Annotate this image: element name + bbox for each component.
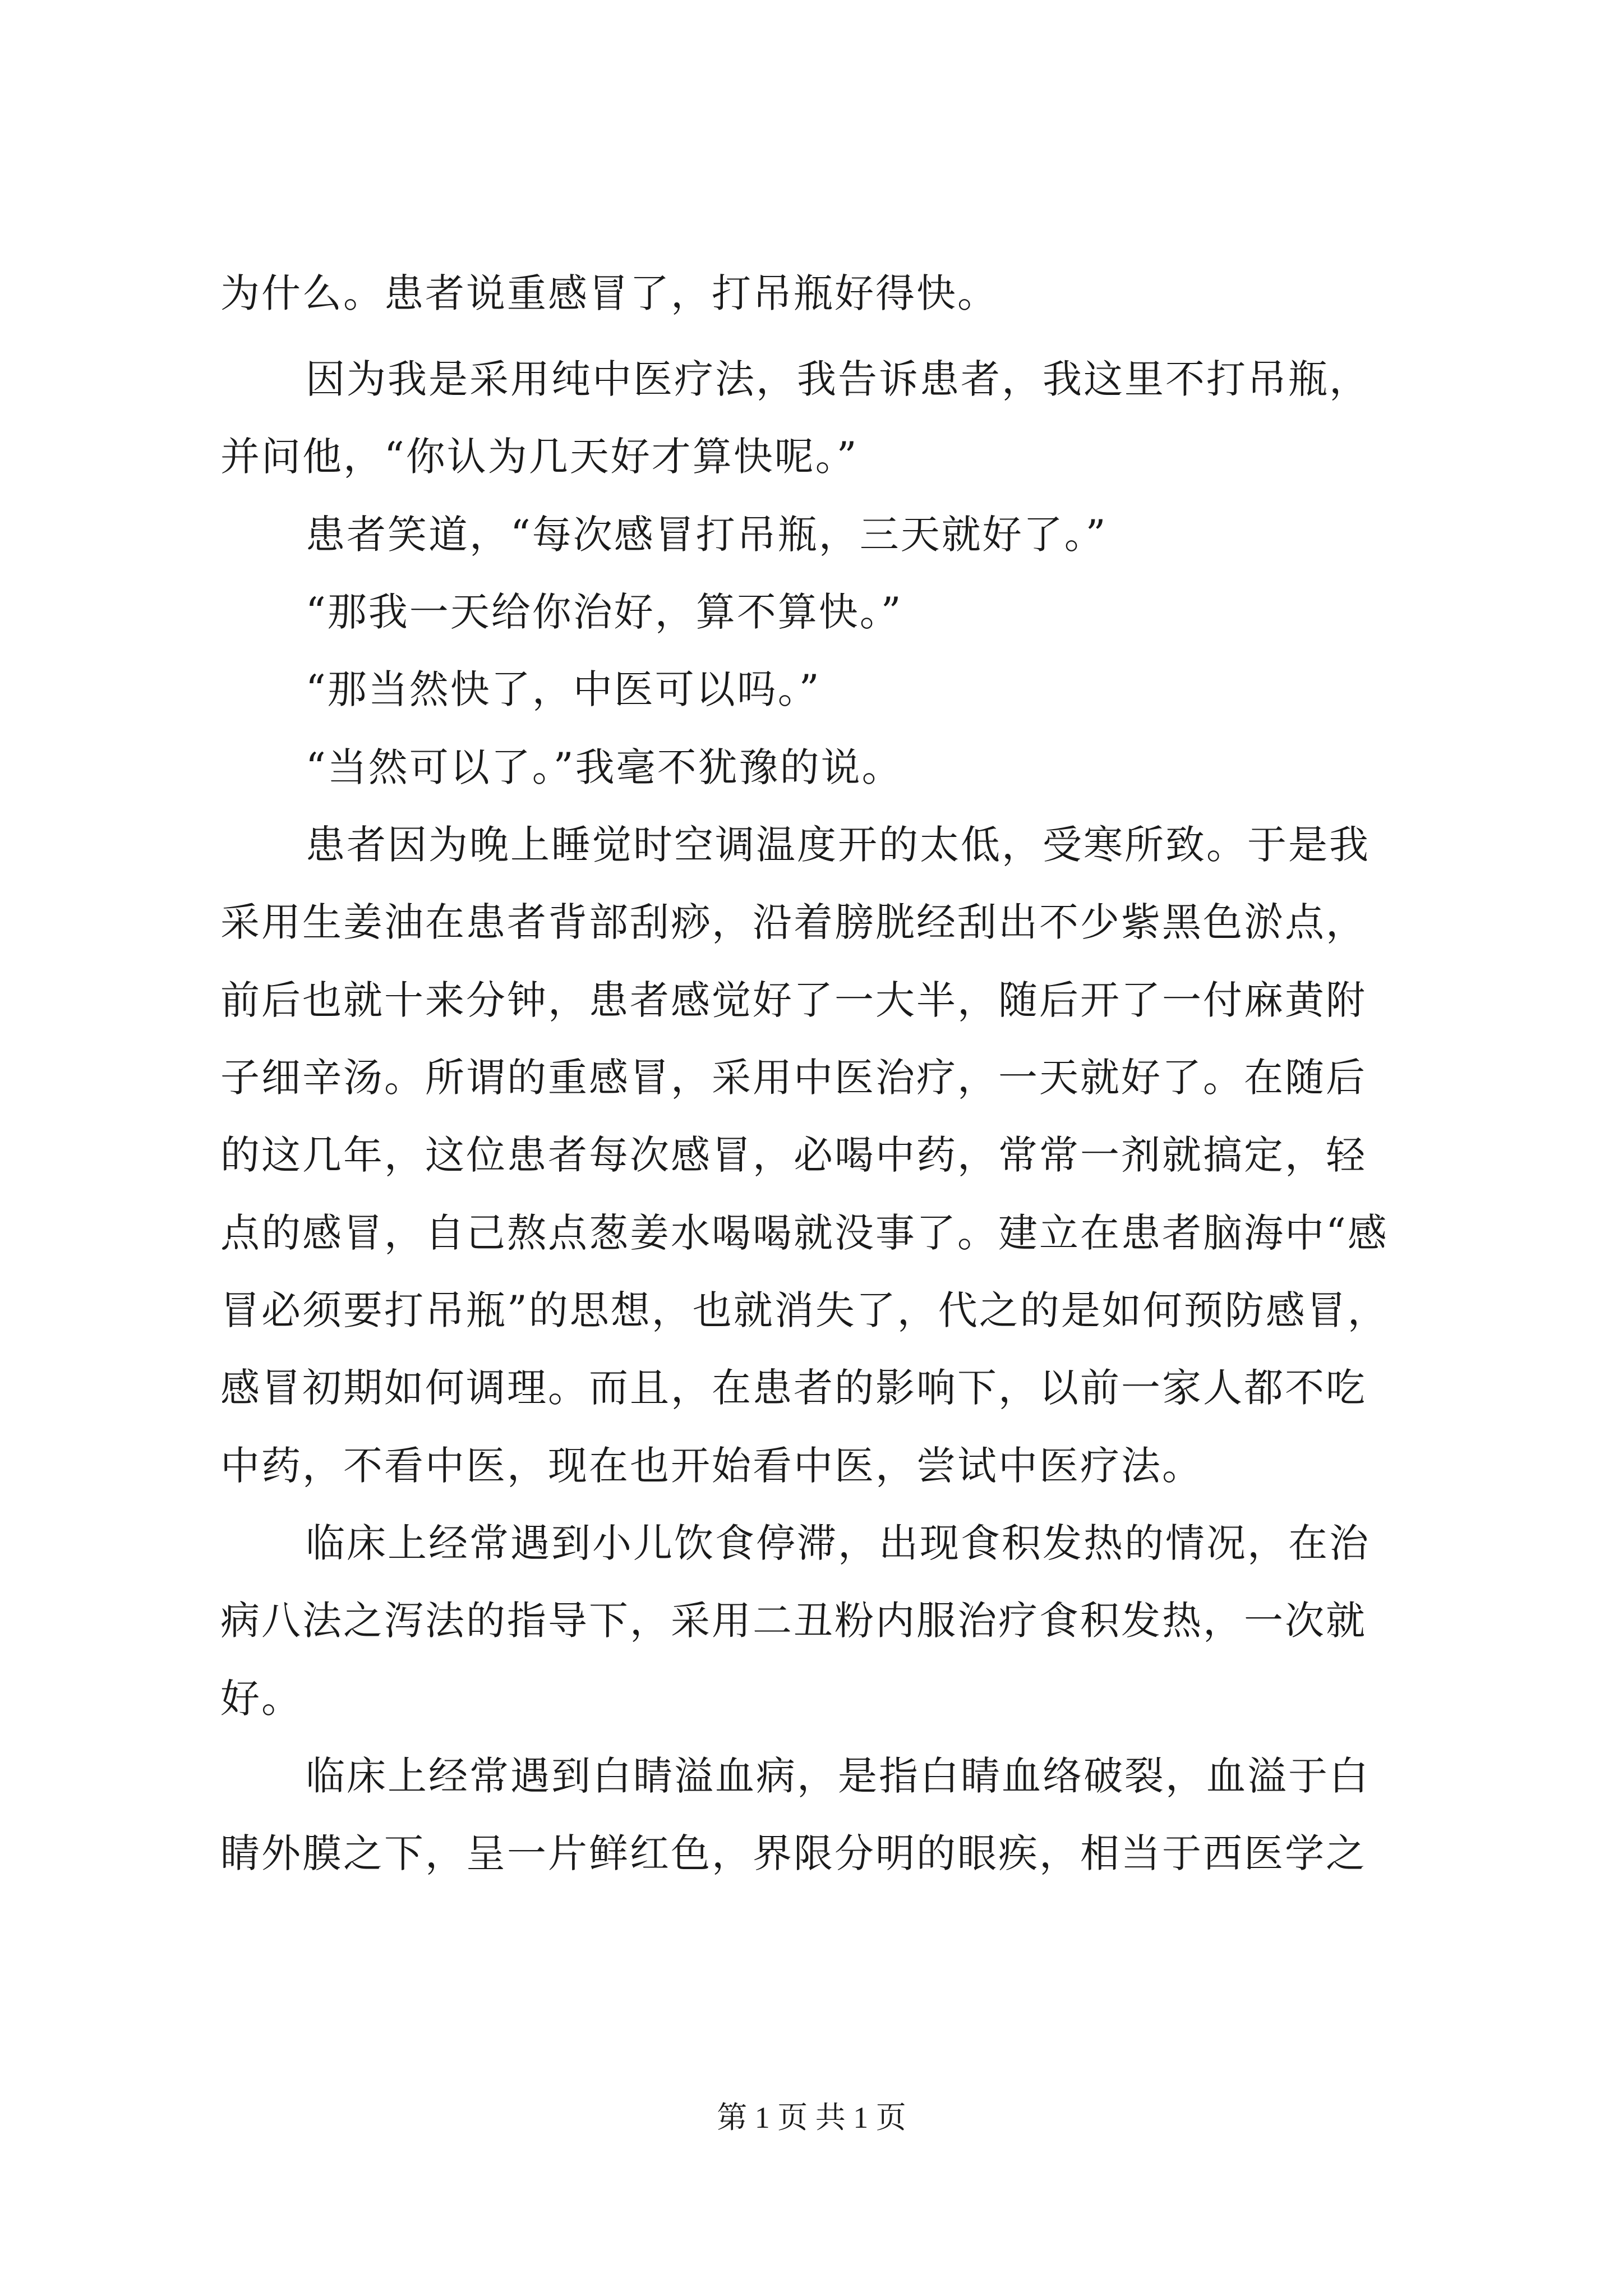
text-line: 好。: [220, 1676, 302, 1722]
text-line: “那当然快了，中医可以吗。”: [306, 666, 821, 712]
text-line: 感冒初期如何调理。而且，在患者的影响下，以前一家人都不吃: [220, 1365, 1367, 1411]
text-line: 采用生姜油在患者背部刮痧，沿着膀胱经刮出不少紫黑色淤点，: [220, 899, 1367, 945]
text-line: 临床上经常遇到白睛溢血病，是指白睛血络破裂，血溢于白: [306, 1753, 1370, 1799]
text-line: “那我一天给你治好，算不算快。”: [306, 589, 903, 635]
text-line: 患者因为晚上睡觉时空调温度开的太低，受寒所致。于是我: [306, 822, 1370, 868]
text-line: 因为我是采用纯中医疗法，我告诉患者，我这里不打吊瓶，: [306, 356, 1370, 402]
text-line: 冒必须要打吊瓶”的思想，也就消失了，代之的是如何预防感冒，: [220, 1287, 1389, 1333]
text-line: 子细辛汤。所谓的重感冒，采用中医治疗，一天就好了。在随后: [220, 1055, 1367, 1101]
text-line: 并问他，“你认为几天好才算快呢。”: [220, 434, 859, 480]
text-line: 病八法之泻法的指导下，采用二丑粉内服治疗食积发热，一次就: [220, 1598, 1367, 1644]
text-line: 睛外膜之下，呈一片鲜红色，界限分明的眼疾，相当于西医学之: [220, 1830, 1367, 1876]
text-line: 的这几年，这位患者每次感冒，必喝中药，常常一剂就搞定，轻: [220, 1132, 1367, 1178]
page-footer: 第 1 页 共 1 页: [717, 2101, 906, 2134]
text-line: 为什么。患者说重感冒了，打吊瓶好得快。: [220, 270, 998, 316]
text-line: 中药，不看中医，现在也开始看中医，尝试中医疗法。: [220, 1443, 1203, 1489]
text-line: 患者笑道，“每次感冒打吊瓶，三天就好了。”: [306, 512, 1108, 558]
text-line: 临床上经常遇到小儿饮食停滞，出现食积发热的情况，在治: [306, 1520, 1370, 1566]
text-line: “当然可以了。”我毫不犹豫的说。: [306, 744, 903, 790]
text-line: 前后也就十来分钟，患者感觉好了一大半，随后开了一付麻黄附: [220, 977, 1367, 1023]
text-line: 点的感冒，自己熬点葱姜水喝喝就没事了。建立在患者脑海中“感: [220, 1210, 1389, 1256]
